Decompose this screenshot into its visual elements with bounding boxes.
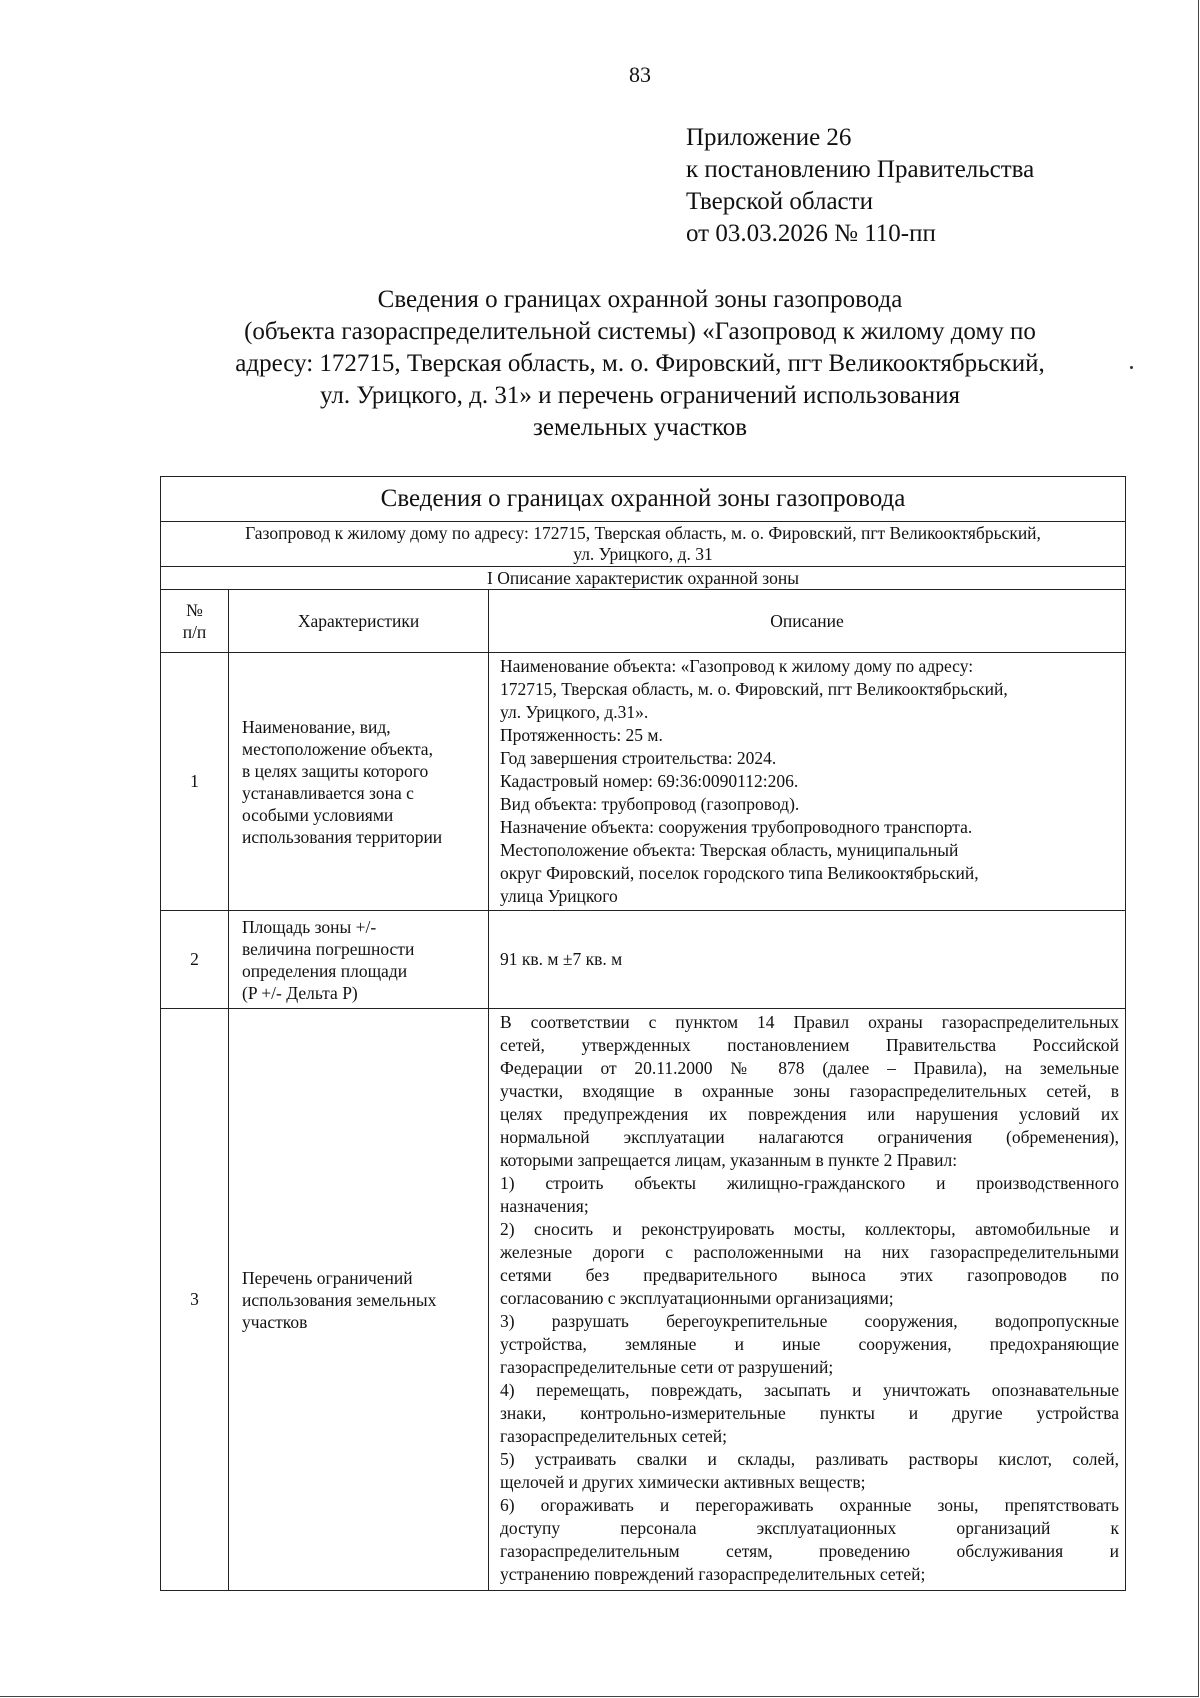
text-line: округ Фировский, поселок городского типа Великооктябрьский, bbox=[500, 863, 979, 883]
text-line: газораспределительные сети от разрушений; bbox=[500, 1357, 834, 1377]
header-num-line: № bbox=[186, 600, 203, 620]
text-line: использования земельных bbox=[242, 1289, 437, 1310]
text-line: знаки, контрольно-измерительные пункты и другие устройства bbox=[500, 1403, 1120, 1423]
text-line: (P +/- Дельта P) bbox=[242, 982, 358, 1003]
table-row bbox=[161, 1009, 1126, 1591]
text-line: Вид объекта: трубопровод (газопровод). bbox=[500, 794, 800, 814]
appendix-line: от 03.03.2026 № 110-пп bbox=[686, 220, 936, 247]
row-number: 3 bbox=[161, 1009, 229, 1591]
title-line: адресу: 172715, Тверская область, м. о. Фировский, пгт Великооктябрьский, bbox=[235, 350, 1045, 377]
subtitle-line: ул. Урицкого, д. 31 bbox=[573, 544, 713, 564]
text-line: устранению повреждений газораспределительных сетей; bbox=[500, 1564, 926, 1584]
text-line: участков bbox=[242, 1311, 308, 1332]
text-line: особыми условиями bbox=[242, 804, 394, 825]
text-line: Назначение объекта: сооружения трубопроводного транспорта. bbox=[500, 817, 973, 837]
row-characteristic bbox=[229, 1009, 489, 1591]
row-description bbox=[489, 911, 1126, 1009]
appendix-line: к постановлению Правительства bbox=[686, 156, 1035, 183]
zone-table bbox=[160, 476, 1126, 1591]
text-line: 3) разрушать берегоукрепительные сооружения, водопропускные bbox=[500, 1311, 1120, 1331]
text-line: устройства, земляные и иные сооружения, предохраняющие bbox=[500, 1334, 1120, 1354]
text-line: 4) перемещать, повреждать, засыпать и уничтожать опознавательные bbox=[500, 1380, 1120, 1400]
table-title: Сведения о границах охранной зоны газопровода bbox=[161, 477, 1126, 522]
text-line: 1) строить объекты жилищно-гражданского и производственного bbox=[500, 1173, 1120, 1193]
text-line: 172715, Тверская область, м. о. Фировский, пгт Великооктябрьский, bbox=[500, 679, 1008, 699]
text-line: местоположение объекта, bbox=[242, 738, 433, 759]
title-line: земельных участков bbox=[532, 414, 748, 441]
text-line: участки, входящие в охранные зоны газораспределительных сетей, в bbox=[500, 1081, 1120, 1101]
text-line: согласованию с эксплуатационными организациями; bbox=[500, 1288, 894, 1308]
text-line: назначения; bbox=[500, 1196, 589, 1216]
row-number: 1 bbox=[161, 653, 229, 911]
table-row bbox=[161, 653, 1126, 911]
text-line: Наименование объекта: «Газопровод к жилому дому по адресу: bbox=[500, 656, 974, 676]
text-line: 5) устраивать свалки и склады, разливать растворы кислот, солей, bbox=[500, 1449, 1120, 1469]
header-num-line: п/п bbox=[182, 622, 207, 642]
table-title-row bbox=[161, 477, 1126, 522]
text-line: 2) сносить и реконструировать мосты, коллекторы, автомобильные и bbox=[500, 1219, 1120, 1239]
text-line: Перечень ограничений bbox=[242, 1267, 413, 1288]
text-line: В соответствии с пунктом 14 Правил охраны газораспределительных bbox=[500, 1012, 1120, 1032]
header-characteristics: Характеристики bbox=[229, 590, 489, 653]
text-line: щелочей и других химически активных веществ; bbox=[500, 1472, 866, 1492]
table-subtitle bbox=[161, 522, 1126, 567]
row-characteristic bbox=[229, 911, 489, 1009]
text-line: 6) огораживать и перегораживать охранные зоны, препятствовать bbox=[500, 1495, 1120, 1515]
text-line: устанавливается зона с bbox=[242, 782, 414, 803]
text-line: Протяженность: 25 м. bbox=[500, 725, 663, 745]
title-line: (объекта газораспределительной системы) «Газопровод к жилому дому по bbox=[244, 318, 1036, 345]
text-line: нормальной эксплуатации налагаются ограничения (обременения), bbox=[500, 1127, 1120, 1147]
title-line: Сведения о границах охранной зоны газопровода bbox=[377, 286, 903, 313]
subtitle-line: Газопровод к жилому дому по адресу: 172715, Тверская область, м. о. Фировский, пгт Великооктябрьский, bbox=[245, 523, 1041, 543]
text-line: определения площади bbox=[242, 960, 408, 981]
text-line: Кадастровый номер: 69:36:0090112:206. bbox=[500, 771, 799, 791]
page-number: 83 bbox=[629, 62, 651, 87]
text-line: сетями без предварительного выноса этих газопроводов по bbox=[500, 1265, 1120, 1285]
text-line: Федерации от 20.11.2000 № 878 (далее – Правила), на земельные bbox=[500, 1058, 1120, 1078]
text-line: целях предупреждения их повреждения или нарушения условий их bbox=[500, 1104, 1120, 1124]
header-description: Описание bbox=[489, 590, 1126, 653]
row-description bbox=[489, 1009, 1126, 1591]
table-subtitle-row bbox=[161, 522, 1126, 567]
text-line: улица Урицкого bbox=[500, 886, 618, 906]
table-header-row bbox=[161, 590, 1126, 653]
text-line: в целях защиты которого bbox=[242, 760, 429, 781]
text-line: сетей, утвержденных постановлением Правительства Российской bbox=[500, 1035, 1120, 1055]
text-line: газораспределительным сетям, проведению обслуживания и bbox=[500, 1541, 1120, 1561]
document-title bbox=[160, 284, 1120, 444]
text-line: которыми запрещается лицам, указанным в пункте 2 Правил: bbox=[500, 1150, 958, 1170]
appendix-line: Приложение 26 bbox=[686, 124, 852, 151]
title-line: ул. Урицкого, д. 31» и перечень ограничений использования bbox=[319, 382, 960, 409]
text-line: газораспределительных сетей; bbox=[500, 1426, 727, 1446]
text-line: доступу персонала эксплуатационных организаций к bbox=[500, 1518, 1120, 1538]
row-characteristic bbox=[229, 653, 489, 911]
text-line: Год завершения строительства: 2024. bbox=[500, 748, 777, 768]
appendix-block bbox=[686, 122, 1034, 250]
text-line: использования территории bbox=[242, 826, 443, 847]
text-line: железные дороги с расположенными на них газораспределительными bbox=[500, 1242, 1120, 1262]
row-number: 2 bbox=[161, 911, 229, 1009]
header-num bbox=[161, 590, 229, 653]
appendix-line: Тверской области bbox=[686, 188, 873, 215]
text-line: Наименование, вид, bbox=[242, 716, 391, 737]
table-section-row bbox=[161, 567, 1126, 590]
text-line: ул. Урицкого, д.31». bbox=[500, 702, 649, 722]
row-description bbox=[489, 653, 1126, 911]
text-line: величина погрешности bbox=[242, 938, 415, 959]
scan-dot bbox=[1130, 366, 1133, 369]
table-section-heading: I Описание характеристик охранной зоны bbox=[161, 567, 1126, 590]
table-row bbox=[161, 911, 1126, 1009]
text-line: 91 кв. м ±7 кв. м bbox=[500, 949, 623, 969]
text-line: Местоположение объекта: Тверская область, муниципальный bbox=[500, 840, 959, 860]
text-line: Площадь зоны +/- bbox=[242, 916, 377, 937]
